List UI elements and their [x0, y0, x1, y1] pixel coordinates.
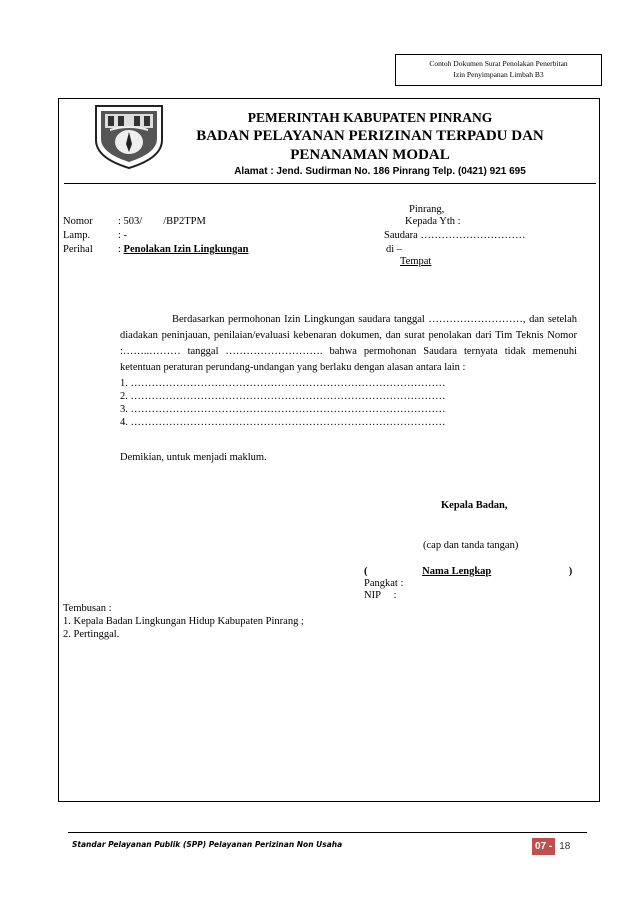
- footer-text: Standar Pelayanan Publik (SPP) Pelayanan Perizinan Non Usaha: [72, 840, 343, 849]
- page-number-chapter: 07 -: [532, 838, 555, 855]
- tembusan-item: 2. Pertinggal.: [63, 629, 120, 640]
- perihal-prefix: :: [118, 244, 124, 255]
- tembusan-block: [63, 602, 304, 641]
- letterhead-agency: [170, 127, 570, 165]
- recipient-tempat: Tempat: [400, 256, 432, 267]
- signatory-name: Nama Lengkap: [422, 566, 492, 577]
- place-date: Pinrang,: [409, 204, 445, 215]
- perihal-value: Penolakan Izin Lingkungan: [123, 244, 249, 255]
- regency-emblem-icon: [90, 100, 168, 170]
- page-number-page: 18: [559, 841, 571, 852]
- letterhead-title: PEMERINTAH KABUPATEN PINRANG: [247, 110, 493, 125]
- name-open-paren: (: [364, 566, 368, 577]
- body-paragraph: Berdasarkan permohonan Izin Lingkungan saudara tanggal ………………………, dan setelah diadakan peninjauan, penilaian/evaluasi kebenaran dokumen, dan surat penolakan dari Tim Teknis Nomor :……..……… tanggal ………………………. bahwa permohonan Saudara ternyata tidak memenuhi ketentuan peraturan perundang-undangan yang berlaku dengan alasan antara lain :: [120, 314, 577, 373]
- reason-item: 2. ………………………………………………………………………………: [120, 391, 446, 402]
- letter-frame: [58, 98, 600, 802]
- recipient-kepada: Kepada Yth :: [405, 216, 461, 227]
- tembusan-label: Tembusan :: [63, 603, 112, 614]
- nomor-value: : 503/ /BP2TPM: [118, 216, 206, 227]
- signatory-name-row: [364, 566, 576, 577]
- nip-label: NIP :: [364, 590, 397, 601]
- stamp-note: (cap dan tanda tangan): [423, 540, 519, 551]
- tembusan-item: 1. Kepala Badan Lingkungan Hidup Kabupaten Pinrang ;: [63, 616, 304, 627]
- recipient-di: di –: [386, 244, 403, 255]
- note-line-1: Contoh Dokumen Surat Penolakan Penerbitan: [429, 59, 568, 68]
- reason-item: 4. ………………………………………………………………………………: [120, 417, 446, 428]
- note-line-2: Izin Penyimpanan Limbah B3: [453, 70, 544, 79]
- reasons-list: [120, 377, 446, 429]
- document-note-box: [395, 54, 602, 86]
- name-underline: [370, 566, 566, 577]
- recipient-saudara: Saudara …………………………: [384, 230, 526, 241]
- footer-divider: [68, 832, 587, 833]
- reason-item: 1. ………………………………………………………………………………: [120, 378, 446, 389]
- agency-line-2: PENANAMAN MODAL: [290, 147, 450, 163]
- reason-item: 3. ………………………………………………………………………………: [120, 404, 446, 415]
- closing-text: Demikian, untuk menjadi maklum.: [120, 452, 267, 463]
- signatory-title: Kepala Badan,: [441, 500, 508, 511]
- agency-line-1: BADAN PELAYANAN PERIZINAN TERPADU DAN: [196, 128, 544, 144]
- nomor-label: Nomor: [63, 216, 93, 227]
- name-close-paren: ): [568, 566, 573, 577]
- perihal-row: [118, 244, 248, 255]
- letterhead-divider: [64, 183, 596, 184]
- page-number: [532, 836, 587, 858]
- lampiran-value: : -: [118, 230, 128, 241]
- letterhead-address: Alamat : Jend. Sudirman No. 186 Pinrang Telp. (0421) 921 695: [234, 166, 526, 177]
- pangkat-label: Pangkat :: [364, 578, 404, 589]
- lampiran-label: Lamp.: [63, 230, 91, 241]
- perihal-label: Perihal: [63, 244, 93, 255]
